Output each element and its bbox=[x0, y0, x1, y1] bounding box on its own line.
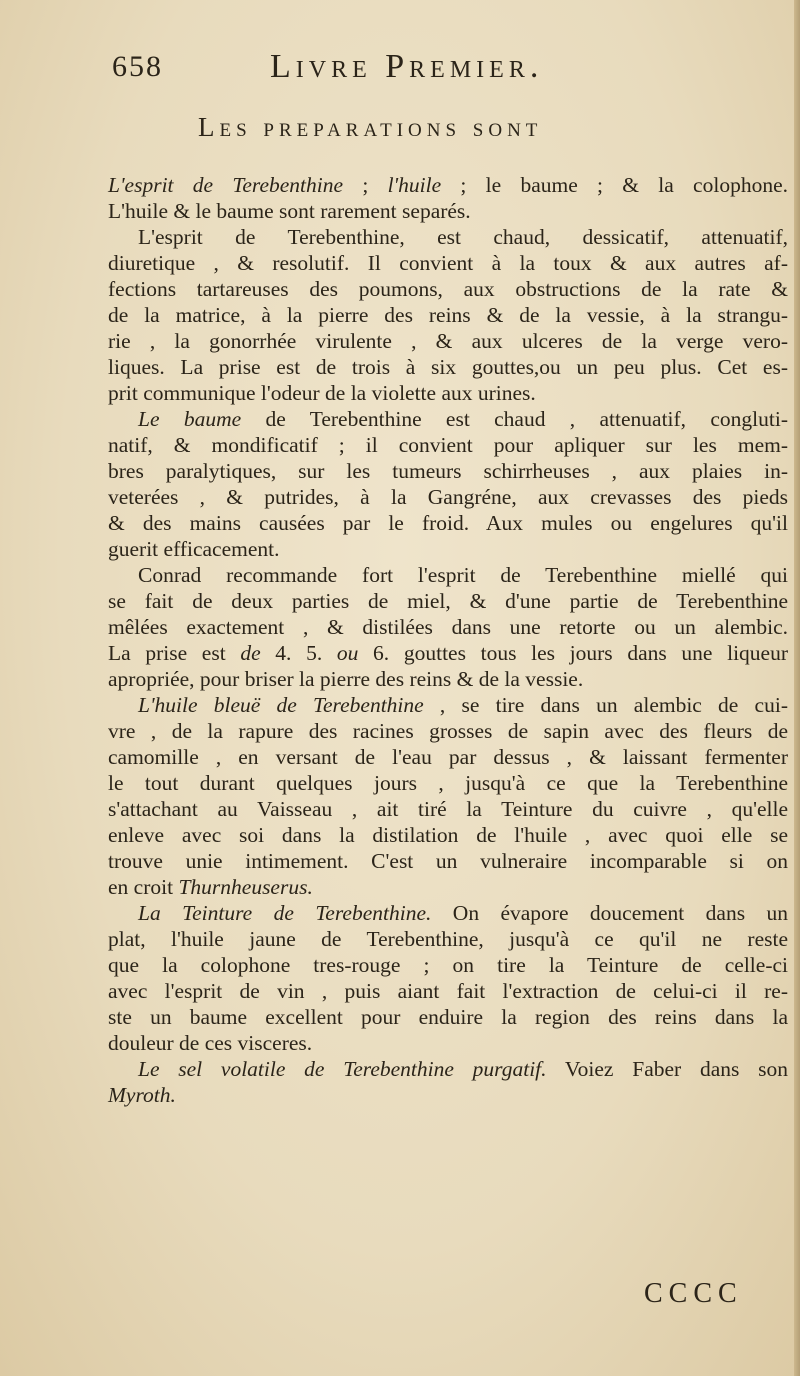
text-line bbox=[108, 380, 788, 406]
italic-text: Myroth. bbox=[108, 1083, 176, 1107]
text-segment: natif, & mondificatif ; il convient pour apliquer sur les mem- bbox=[108, 433, 788, 457]
italic-text: L'esprit de Terebenthine bbox=[108, 173, 344, 197]
text-line bbox=[108, 614, 788, 640]
text-line bbox=[108, 666, 788, 692]
text-line bbox=[108, 432, 788, 458]
text-line bbox=[108, 796, 788, 822]
text-segment: de Terebenthine est chaud , attenuatif, congluti- bbox=[241, 407, 788, 431]
text-segment: en croit bbox=[108, 875, 179, 899]
italic-text: de bbox=[240, 641, 261, 665]
italic-text: L'huile bleuë de Terebenthine bbox=[138, 693, 424, 717]
text-line bbox=[108, 874, 788, 900]
text-line bbox=[108, 536, 788, 562]
running-head bbox=[112, 50, 712, 90]
text-segment: prit communique l'odeur de la violette aux urines. bbox=[108, 381, 536, 405]
text-segment: & des mains causées par le froid. Aux mules ou engelures qu'il bbox=[108, 511, 788, 535]
text-line bbox=[108, 276, 788, 302]
text-segment: enleve avec soi dans la distilation de l'huile , avec quoi elle se bbox=[108, 823, 788, 847]
italic-text: La Teinture de Terebenthine. bbox=[138, 901, 432, 925]
text-segment: apropriée, pour briser la pierre des reins & de la vessie. bbox=[108, 667, 584, 691]
text-line bbox=[108, 718, 788, 744]
text-segment: 6. gouttes tous les jours dans une liqueur bbox=[358, 641, 789, 665]
italic-text: Thurnheuserus. bbox=[178, 875, 313, 899]
italic-text: ou bbox=[336, 641, 359, 665]
text-segment: avec l'esprit de vin , puis aiant fait l'extraction de celui-ci il re- bbox=[108, 979, 788, 1003]
running-title: Livre Premier. bbox=[270, 48, 544, 85]
text-line bbox=[108, 692, 788, 718]
signature-mark: CCCC bbox=[644, 1278, 743, 1309]
text-segment: camomille , en versant de l'eau par dessus , & laissant fermenter bbox=[108, 745, 788, 769]
text-segment: 4. 5. bbox=[260, 641, 337, 665]
text-segment: bres paralytiques, sur les tumeurs schirrheuses , aux plaies in- bbox=[108, 459, 788, 483]
text-segment: se fait de deux parties de miel, & d'une partie de Terebenthine bbox=[108, 589, 788, 613]
text-segment: de la matrice, à la pierre des reins & de la vessie, à la strangu- bbox=[108, 303, 788, 327]
text-segment: liques. La prise est de trois à six gouttes,ou un peu plus. Cet es- bbox=[108, 355, 788, 379]
text-line bbox=[108, 484, 788, 510]
paragraph bbox=[108, 224, 788, 406]
text-segment: ste un baume excellent pour enduire la region des reins dans la bbox=[108, 1005, 788, 1029]
text-segment: douleur de ces visceres. bbox=[108, 1031, 313, 1055]
text-line bbox=[108, 406, 788, 432]
text-line bbox=[108, 562, 788, 588]
text-segment: plat, l'huile jaune de Terebenthine, jusqu'à ce qu'il ne reste bbox=[108, 927, 788, 951]
text-line bbox=[108, 198, 788, 224]
text-segment: vre , de la rapure des racines grosses de sapin avec des fleurs de bbox=[108, 719, 788, 743]
text-line bbox=[108, 328, 788, 354]
text-line bbox=[108, 1082, 788, 1108]
text-line bbox=[108, 1030, 788, 1056]
text-line bbox=[108, 172, 788, 198]
text-segment: Conrad recommande fort l'esprit de Terebenthine miellé qui bbox=[138, 563, 788, 587]
section-title: Les preparations sont bbox=[198, 112, 543, 142]
paragraph bbox=[108, 900, 788, 1056]
text-segment: mêlées exactement , & distilées dans une retorte ou un alembic. bbox=[108, 615, 788, 639]
paragraph bbox=[108, 406, 788, 562]
text-segment: diuretique , & resolutif. Il convient à la toux & aux autres af- bbox=[108, 251, 788, 275]
text-line bbox=[108, 822, 788, 848]
text-line bbox=[108, 744, 788, 770]
text-segment: ; bbox=[343, 173, 388, 197]
text-segment: On évapore doucement dans un bbox=[431, 901, 788, 925]
text-line bbox=[108, 250, 788, 276]
text-line bbox=[108, 640, 788, 666]
text-segment: L'huile & le baume sont rarement separés. bbox=[108, 199, 471, 223]
text-segment: le tout durant quelques jours , jusqu'à ce que la Terebenthine bbox=[108, 771, 788, 795]
text-line bbox=[108, 1004, 788, 1030]
text-segment: rie , la gonorrhée virulente , & aux ulceres de la verge vero- bbox=[108, 329, 788, 353]
text-line bbox=[108, 302, 788, 328]
text-segment: La prise est bbox=[108, 641, 241, 665]
text-segment: fections tartareuses des poumons, aux obstructions de la rate & bbox=[108, 277, 788, 301]
text-line bbox=[108, 354, 788, 380]
text-line bbox=[108, 1056, 788, 1082]
text-line bbox=[108, 224, 788, 250]
text-segment: ; le baume ; & la colophone. bbox=[441, 173, 788, 197]
text-body bbox=[108, 172, 788, 1108]
text-segment: s'attachant au Vaisseau , ait tiré la Teinture du cuivre , qu'elle bbox=[108, 797, 788, 821]
text-line bbox=[108, 926, 788, 952]
text-line bbox=[108, 952, 788, 978]
page-number: 658 bbox=[112, 50, 163, 83]
paragraph bbox=[108, 692, 788, 900]
paragraph bbox=[108, 562, 788, 692]
text-segment: Voiez Faber dans son bbox=[546, 1057, 788, 1081]
text-line bbox=[108, 770, 788, 796]
text-line bbox=[108, 848, 788, 874]
italic-text: l'huile bbox=[387, 173, 442, 197]
text-line bbox=[108, 978, 788, 1004]
text-line bbox=[108, 510, 788, 536]
text-segment: guerit efficacement. bbox=[108, 537, 280, 561]
text-segment: , se tire dans un alembic de cui- bbox=[423, 693, 788, 717]
page-edge bbox=[794, 0, 800, 1376]
italic-text: Le sel volatile de Terebenthine purgatif. bbox=[138, 1057, 547, 1081]
text-line bbox=[108, 900, 788, 926]
text-segment: L'esprit de Terebenthine, est chaud, dessicatif, attenuatif, bbox=[138, 225, 788, 249]
italic-text: Le baume bbox=[138, 407, 242, 431]
text-line bbox=[108, 458, 788, 484]
paragraph bbox=[108, 1056, 788, 1108]
text-segment: veterées , & putrides, à la Gangréne, aux crevasses des pieds bbox=[108, 485, 788, 509]
paragraph bbox=[108, 172, 788, 224]
text-line bbox=[108, 588, 788, 614]
text-segment: trouve unie intimement. C'est un vulneraire incomparable si on bbox=[108, 849, 788, 873]
text-segment: que la colophone tres-rouge ; on tire la Teinture de celle-ci bbox=[108, 953, 788, 977]
